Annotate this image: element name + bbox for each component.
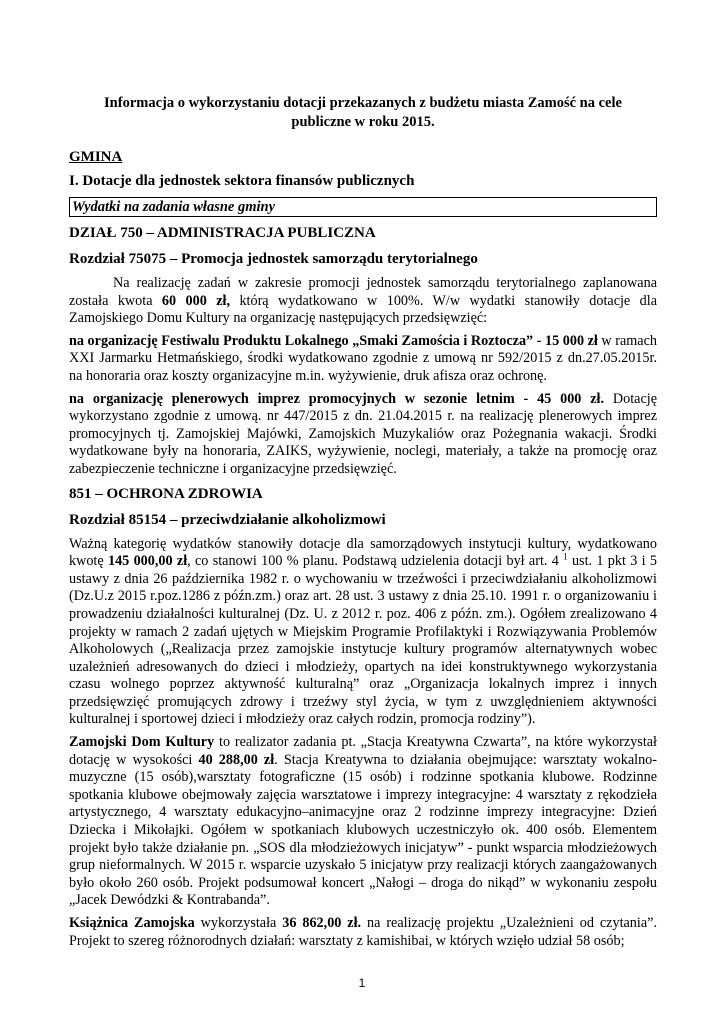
text-run: na realizację projektu „Uzależnieni od czytania”. Projekt to szereg różnorodnych działań: warsztaty z kamishibai, w których wzięło udział 58 osób; — [69, 915, 657, 949]
text-run: , co stanowi 100 % planu. Podstawą udzielenia dotacji był art. 4 — [187, 553, 564, 570]
rozdzial-75075-heading: Rozdział 75075 – Promocja jednostek samorządu terytorialnego — [69, 251, 478, 267]
paragraph-festiwal — [69, 333, 657, 386]
paragraph-promocja — [69, 275, 657, 328]
dzial-750-heading: DZIAŁ 750 – ADMINISTRACJA PUBLICZNA — [69, 225, 376, 241]
text-run: to realizator zadania pt. „Stacja Kreatywna Czwarta”, na które wykorzystał dotację w wysokości — [69, 734, 658, 768]
bold-run: Zamojski Dom Kultury — [69, 734, 215, 751]
text-run: Ważną kategorię wydatków stanowiły dotacje dla samorządowych instytucji kultury, wydatkowano kwotę — [69, 535, 657, 570]
text-run: którą wydatkowano w 100%. W/w wydatki stanowiły dotacje dla Zamojskiego Domu Kultury na organizację następujących przedsięwzięć: — [69, 292, 657, 327]
bold-run: na organizację plenerowych imprez promocyjnych w sezonie letnim - 45 000 zł. — [69, 390, 605, 407]
rozdzial-85154-heading: Rozdział 85154 – przeciwdziałanie alkoholizmowi — [69, 511, 386, 528]
bold-run: na organizację Festiwalu Produktu Lokalnego „Smaki Zamościa i Roztocza” - 15 000 zł — [69, 332, 598, 349]
paragraph-zdk — [69, 734, 657, 910]
text-run: wykorzystała — [194, 915, 283, 931]
paragraph-alkoholizm — [69, 536, 657, 730]
gmina-heading: GMINA — [69, 149, 123, 165]
section-heading: I. Dotacje dla jednostek sektora finansów publicznych — [69, 173, 415, 189]
amount: 60 000 zł, — [161, 292, 231, 309]
document-page — [69, 94, 657, 955]
boxed-subheading: Wydatki na zadania własne gminy — [69, 197, 657, 217]
text-run: Dotację wykorzystano zgodnie z umową. nr 447/2015 z dn. 21.04.2015 r. na realizację plenerowych imprez promocyjnych tj. Zamojskiej Majówki, Zamojskich Muzykaliów oraz Pożegnania wakacji. Środki wydatkowane były na honoraria, ZAIKS, wyżywienie, noclegi, materiały, a także na promocję oraz zabezpieczenie techniczne i organizacyjne przedsięwzięć. — [69, 390, 657, 477]
text-run: w ramach XXI Jarmarku Hetmańskiego, środki wydatkowano zgodnie z umową nr 592/2015 z dn.27.05.2015r. na honoraria oraz koszty organizacyjne m.in. wyżywienie, druk afisza oraz ochronę. — [69, 332, 657, 384]
amount: 36 862,00 zł. — [282, 915, 362, 931]
text-run: ust. 1 pkt 3 i 5 ustawy z dnia 26 października 1982 r. o wychowaniu w trzeźwości i przeciwdziałaniu alkoholizmowi (Dz.U.z 2015 r.poz.1286 z późn.zm.) oraz art. 28 ust. 3 ustawy z dnia 25.10. 1991 r. o organizowaniu i prowadzeniu działalności kulturalnej (Dz. U. z 2012 r. poz. 406 z późn. zm.). Ogółem zrealizowano 4 projekty w ramach 2 zadań ujętych w Miejskim Programie Profilaktyki i Rozwiązywania Problemów Alkoholowych („Realizacja przez zamojskie instytucje kultury programów alternatywnych wobec uzależnień adresowanych do dzieci i młodzieży, opartych na idei konstruktywnego wykorzystania czasu wolnego poprzez aktywność kulturalną” oraz „Organizacja lokalnych imprez i innych przedsięwzięć promujących zdrowy i trzeźwy styl życia, w tym z uwzględnieniem aktywności kulturalnej i sportowej dzieci i młodzieży oraz całych rodzin, promocja rodziny”). — [69, 553, 657, 728]
amount: 40 288,00 zł — [198, 751, 275, 768]
paragraph-ksiaznica — [69, 915, 657, 950]
page-number: 1 — [358, 976, 366, 990]
paragraph-imprezy — [69, 391, 657, 479]
text-run: . Stacja Kreatywna to działania obejmujące: warsztaty wokalno-muzyczne (15 osób),warsztaty fotograficzne (15 osób) i rodzinne spotkania klubowe. Rodzinne spotkania klubowe obejmowały zajęcia warsztatowe i imprezy integracyjne: 4 warsztaty z rękodzieła artystycznego, 4 warsztaty edukacyjno–animacyjne oraz 2 rodzinne imprezy integracyjne: Dzień Dziecka i Mikołajki. Ogółem w spotkaniach klubowych uczestniczyło ok. 400 osób. Elementem projekt było także działanie pn. „SOS dla młodzieżowych inicjatyw” - punkt wsparcia młodzieżowych grup nieformalnych. W 2015 r. wsparcie uzyskało 5 inicjatyw przy realizacji których zaangażowanych było około 260 osób. Projekt podsumował koncert „Nałogi – droga do nikąd” w wykonaniu zespołu „Jacek Dewódzki & Kontrabanda”. — [69, 751, 657, 909]
document-title: Informacja o wykorzystaniu dotacji przekazanych z budżetu miasta Zamość na cele publiczne w roku 2015. — [104, 95, 622, 130]
dzial-851-heading: 851 – OCHRONA ZDROWIA — [69, 485, 263, 502]
amount: 145 000,00 zł — [107, 553, 188, 570]
bold-run: Książnica Zamojska — [69, 915, 195, 931]
superscript: 1 — [563, 551, 568, 562]
text-run: Na realizację zadań w zakresie promocji jednostek samorządu terytorialnego zaplanowana została kwota — [69, 275, 657, 309]
